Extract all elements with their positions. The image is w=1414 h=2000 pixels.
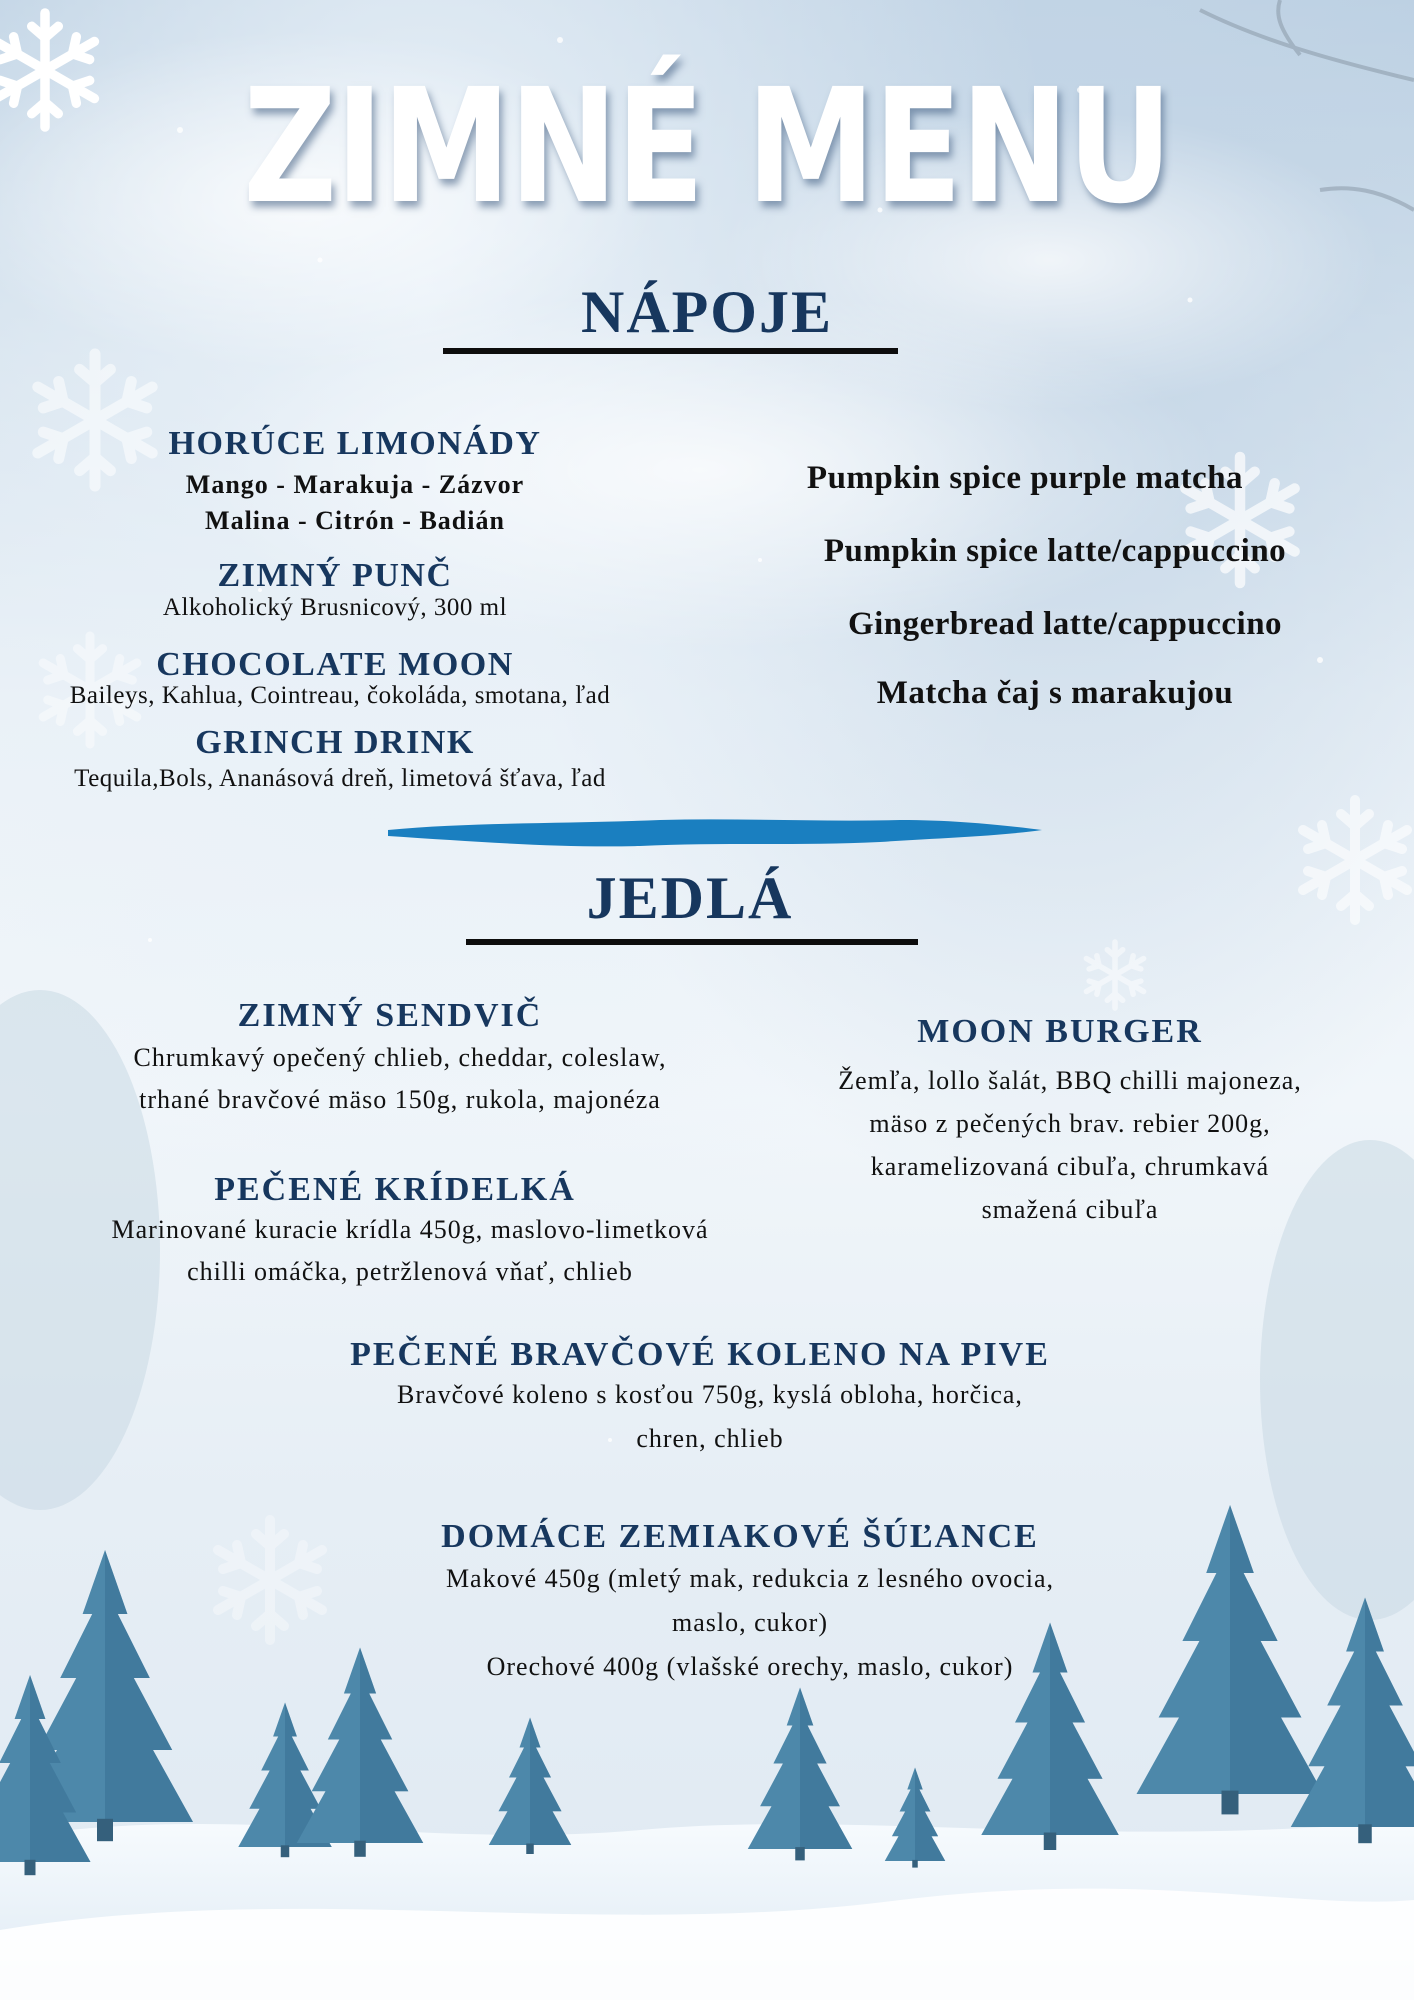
pine-tree-icon	[748, 1688, 853, 1861]
drink-title-grinch-drink: GRINCH DRINK	[195, 724, 475, 761]
drink-desc-line: Mango - Marakuja - Zázvor	[185, 470, 525, 499]
drink-title-chocolate-moon: CHOCOLATE MOON	[156, 646, 514, 683]
food-desc-line: Chrumkavý opečený chlieb, cheddar, coleslaw,	[133, 1043, 667, 1072]
food-desc-line: maslo, cukor)	[672, 1608, 828, 1637]
coffee-item: Pumpkin spice purple matcha	[806, 460, 1244, 496]
food-desc-line: karamelizovaná cibuľa, chrumkavá	[870, 1152, 1270, 1181]
food-heading: JEDLÁ	[586, 865, 794, 931]
food-desc-line: Žemľa, lollo šalát, BBQ chilli majoneza,	[838, 1066, 1302, 1095]
food-desc-line: mäso z pečených brav. rebier 200g,	[869, 1109, 1271, 1138]
food-desc-line: Bravčové koleno s kosťou 750g, kyslá obloha, horčica,	[397, 1380, 1023, 1409]
food-heading-underline	[466, 939, 918, 945]
pine-tree-icon	[1291, 1598, 1414, 1844]
food-title-sulance: DOMÁCE ZEMIAKOVÉ ŠÚĽANCE	[441, 1518, 1039, 1555]
food-desc-line: smažená cibuľa	[981, 1195, 1159, 1224]
drink-desc-line: Alkoholický Brusnicový, 300 ml	[162, 594, 508, 621]
drink-desc-line: Tequila,Bols, Ananásová dreň, limetová šťava, ľad	[74, 765, 606, 792]
pine-tree-icon	[885, 1768, 946, 1868]
pine-tree-icon	[489, 1718, 572, 1855]
drink-title-zimny-punc: ZIMNÝ PUNČ	[217, 557, 453, 594]
coffee-item: Matcha čaj s marakujou	[876, 675, 1234, 711]
food-title-zimny-sendvic: ZIMNÝ SENDVIČ	[237, 997, 543, 1034]
food-desc-line: Makové 450g (mletý mak, redukcia z lesného ovocia,	[445, 1564, 1055, 1593]
drinks-heading-underline	[443, 348, 898, 354]
drink-title-horuce-limonady: HORÚCE LIMONÁDY	[168, 425, 542, 462]
food-title-pecene-kridelka: PEČENÉ KRÍDELKÁ	[214, 1171, 576, 1208]
food-desc-line: trhané bravčové mäso 150g, rukola, majonéza	[139, 1085, 661, 1114]
food-title-koleno: PEČENÉ BRAVČOVÉ KOLENO NA PIVE	[350, 1336, 1050, 1373]
snowflake-icon	[1086, 942, 1143, 1008]
food-desc-line: chren, chlieb	[636, 1424, 784, 1453]
brush-stroke-divider	[388, 819, 1042, 846]
page-title: ZIMNÉ MENU	[243, 55, 1171, 239]
coffee-item: Gingerbread latte/cappuccino	[847, 606, 1283, 642]
food-title-moon-burger: MOON BURGER	[917, 1013, 1203, 1050]
coffee-item: Pumpkin spice latte/cappuccino	[823, 533, 1287, 569]
food-desc-line: Orechové 400g (vlašské orechy, maslo, cukor)	[486, 1652, 1014, 1681]
drinks-heading: NÁPOJE	[581, 279, 833, 345]
drink-desc-line: Baileys, Kahlua, Cointreau, čokoláda, smotana, ľad	[69, 682, 611, 709]
food-desc-line: Marinované kuracie krídla 450g, maslovo-limetková	[111, 1215, 709, 1244]
snowflake-icon	[38, 354, 152, 486]
food-desc-line: chilli omáčka, petržlenová vňať, chlieb	[187, 1257, 633, 1286]
drink-desc-line: Malina - Citrón - Badián	[205, 506, 505, 535]
